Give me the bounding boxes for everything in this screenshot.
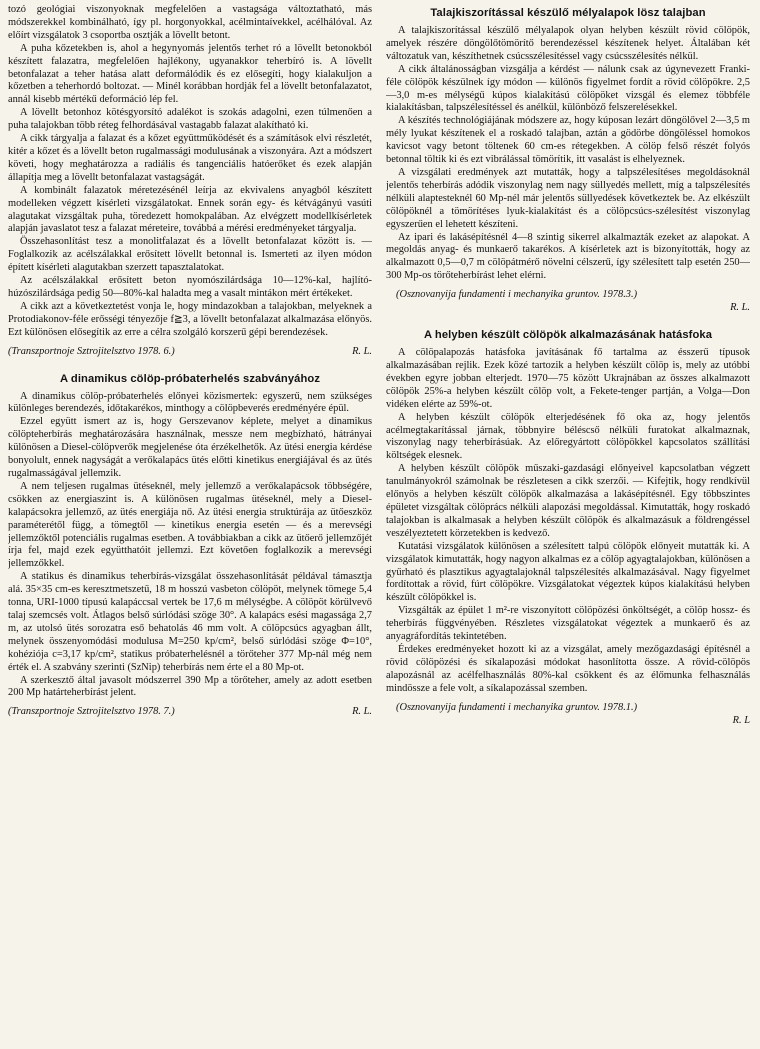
article-paragraph: Az ipari és lakásépítésnél 4—8 szintig sikerrel alkalmazták ezeket az alapokat. A megoldás anyag- és munkaerő takarékos. A kísérletek azt is bizonyították, hogy az alkalmazott 0,5—0,7 m cölöpátmérő növelni célszerű, így szélesített talp esetén 250—300 Mp-os törőteherbírást lehet elérni. xyxy=(386,231,750,282)
article-paragraph: Összehasonlítást tesz a monolitfalazat és a lövellt betonfalazat között is. — Foglalkozik az acélszálakkal erősített lövellt betonnal is. Ismerteti az ilyen módon épített kísérleti alagutakban szerzett tapasztalatokat. xyxy=(8,236,372,274)
source-line xyxy=(8,345,372,358)
source-line xyxy=(386,701,750,727)
article-paragraph: Érdekes eredményeket hozott ki az a vizsgálat, amely mezőgazdasági építésnél a rövid cölöpözési és síkalapozási módokat hasonlította össze. A rövid-cölöpös alapozásnál az acélfelhasználás 80%-kal csökkent és az élőmunka felhasználás mindössze a fele volt, a síkalapozással szemben. xyxy=(386,643,750,694)
source-citation: (Osznovanyija fundamenti i mechanyika gruntov. 1978.1.) xyxy=(396,701,638,713)
source-citation: (Transzportnoje Sztrojitelsztvo 1978. 6.) xyxy=(8,345,175,357)
article-paragraph: A puha kőzetekben is, ahol a hegynyomás jelentős terhet ró a lövellt betonokból készített falazatra, megfelelően hajlékony, ugyanakkor teherbíró is. A lövellt betonfalazat a teher hatása alatt deformálódik és ez elősegíti, hogy kialakuljon a kőzetben a teherhordó boltozat. — Minél korábban hordják fel a lövellt betonfalazatot, annál kisebb mértékű deformáció lép fel. xyxy=(8,42,372,106)
left-column xyxy=(8,4,372,1045)
article-paragraph: A statikus és dinamikus teherbírás-vizsgálat összehasonlítását példával támasztja alá. 35×35 cm-es keresztmetszetű, 18 m hosszú vasbeton cölöpöt, melynek tömege 5,4 tonna, URI-1000 típusú kalapáccsal vertek be 17,6 m mélységbe. A cölöpöt körülvevő talaj szemcsés volt. Átlagos belső súrlódási szöge 30°. A kalapács esési magassága 2,7 m, az utolsó ütés sorozatra eső behatolás 46 mm volt. A cölöpcsúcs agyagban állt, melynek összenyomódási modulusa M=250 kp/cm², belső súrlódási szöge Φ=10°, kohéziója c=3,17 kp/cm², statikus próbaterhelésnél a törőteher 377 Mp-nál még nem érték el. A szabvány szerinti (SzNip) teherbírás nem érte el a 80 Mp-ot. xyxy=(8,571,372,673)
author-initials: R. L. xyxy=(352,706,372,718)
article-paragraph: A helyben készült cölöpök elterjedésének fő oka az, hogy jelentős acélmegtakarítással járnak, többnyire béléscső nélküli furatokat alkalmaznak, viszonylag nagy teherbírásúak. Az előregyártott cölöpökkel kapcsolatos szállítási költségek elesnek. xyxy=(386,411,750,462)
article-paragraph: Vizsgálták az épület 1 m²-re viszonyított cölöpözési önköltségét, a cölöp hossz- és teherbírás függvényében. Részletes vizsgálatokat végeztek a munkaerő és az anyagráfordítás tekintetében. xyxy=(386,605,750,643)
article-loess-foundations xyxy=(386,7,750,314)
article-paragraph: A dinamikus cölöp-próbaterhelés előnyei közismertek: egyszerű, nem szükséges különleges berendezés, időtakarékos, minthogy a cölöpbeverés eredményére épül. xyxy=(8,390,372,415)
article-paragraph: A nem teljesen rugalmas ütéseknél, mely jellemző a verőkalapácsok többségére, csökken az energiaszint is. A különösen rugalmas ütéseknél, mely a Diesel-kalapácsokra jellemző, az ütés energiája nő. Az ütési energia struktúrája az ütőeszköz paraméterétől függ, a tömegtől — kinetikus energia esetén — és a merevségi jellemzőktől potenciális rugalmas esetben. A továbbiakban a cikk az ütőerő jellemzőjét írja fel, majd ezek együtthatóit jellemzi. Ezt követően foglalkozik a merevségi jellemzőkkel. xyxy=(8,480,372,570)
source-line xyxy=(386,288,750,314)
article-paragraph: A vizsgálati eredmények azt mutatták, hogy a talpszélesítéses megoldásoknál jelentős teherbírás adódik viszonylag nem nagy süllyedés mellett, míg a talpszélesítés nélküli alaptesteknél 60 Mp-nél már jelentős süllyedések következtek be. Az elkészült cölöpöknél a tömörítéses lyuk-kialakítást és a cölöpcsúcs-szélesítést viszonylag egyszerűen el lehetett készíteni. xyxy=(386,166,750,230)
article-paragraph: tozó geológiai viszonyoknak megfelelően a vastagsága változtatható, más módszerekkel kombinálható, így pl. horgonyokkal, acélmintaívekkel, acélhálóval. Az előírt vizsgálatok 3 csoportba osztják a lövellt betont. xyxy=(8,4,372,41)
article-paragraph: Kutatási vizsgálatok különösen a szélesített talpú cölöpök előnyeit mutatták ki. A vizsgálatok kimutatták, hogy nagyon alkalmas ez a cölöp agyagtalajokban, különösen a gyűrható és plasztikus agyagtalajoknál talpszélesítés alkalmazásával. Nagy figyelmet fordítottak a rövid, fúrt cölöpökre. Vizsgálatokat végeztek kúpos kialakítású helyben készült cölöpökkel is. xyxy=(386,540,750,604)
article-paragraph: Az acélszálakkal erősített beton nyomószilárdsága 10—12%-kal, hajlító-húzószilárdsága pedig 50—80%-kal haladta meg a vasalt mintákon mért értékeket. xyxy=(8,275,372,299)
article-paragraph: A szerkesztő által javasolt módszerrel 390 Mp a törőteher, amely az adott esetben 200 Mp határteherbírást jelent. xyxy=(8,674,372,699)
article-paragraph: A cikk tárgyalja a falazat és a kőzet együttműködését és a számítások elvi részletét, kitér a kőzet és a lövellt beton rugalmassági modulusának a viszonyára. Azt a módszert követi, hogy meghatározza a radiális és tangenciális hatóerőket és ezek alapján állapítja meg a lövellt betonfalazat vastagságát. xyxy=(8,133,372,183)
article-title: A helyben készült cölöpök alkalmazásának hatásfoka xyxy=(423,329,713,342)
article-paragraph: A kombinált falazatok méretezésénél leírja az ekvivalens anyagból készített modelleken végzett kísérleti vizsgálatokat. Ennek során egy- és kétvágányú vasúti alagutakat vizsgáltak puha, töredezett homokpalában. Az elvégzett modellkísérletek alapján javaslatot tesz a falazat méreteire, továbbá a mérési eredményeket tárgyalja. xyxy=(8,184,372,235)
article-paragraph: A helyben készült cölöpök műszaki-gazdasági előnyeivel kapcsolatban végzett tanulmányokról számolnak be részletesen a cikk szerzői. — Kifejtik, hogy rendkívül előnyös a helyben készült cölöpök alkalmazása a lakásépítésnél. Egy többszintes épületet vizsgáltak cölöprács nélküli alapozási megoldással. Kimutatták, hogy roskadó talajokban is alkalmasak a helyben készült cölöpök és alkalmazásuk a földrengéssel veszélyeztetett körzetekben is kedvező. xyxy=(386,463,750,539)
article-cast-in-place-piles xyxy=(386,329,750,726)
article-paragraph: A készítés technológiájának módszere az, hogy kúposan lezárt döngölővel 2—3,5 m mély lyukat készítenek el a roskadó talajban, aztán a gödörbe döngöléssel homokos kavicsot vagy betont töltenek 60 cm-es rétegekben. A cölöp felső részét folyós betonnal töltik ki és ezt vibrálással tömörítik, itt vasalást is elhelyeznek. xyxy=(386,115,750,166)
source-citation: (Osznovanyija fundamenti i mechanyika gruntov. 1978.3.) xyxy=(396,289,638,301)
article-paragraph: A cölöpalapozás hatásfoka javításának fő tartalma az ésszerű típusok alkalmazásában rejlik. Ezek közé tartozik a helyben készült cölöp is, mely az utóbbi években egyre jobban elterjedt. 1970—75 között Ukrajnában az összes alkalmazott cölöpök 25%-a helyben készült cölöp volt, a Fekete-tenger partján, a Volga—Don vidéken elérte az 59%-ot. xyxy=(386,347,750,410)
source-line xyxy=(8,705,372,718)
continued-article xyxy=(8,4,372,358)
article-title: A dinamikus cölöp-próbaterhelés szabványához xyxy=(59,372,321,385)
article-title: Talajkiszorítással készülő mélyalapok lösz talajban xyxy=(430,7,706,19)
article-paragraph: A lövellt betonhoz kötésgyorsító adalékot is szokás adagolni, ezen túlmenően a puha talajokban több réteg felhordásával vastagabb falazat alakítható ki. xyxy=(8,107,372,132)
article-dynamic-pile-test xyxy=(8,373,372,719)
article-paragraph: A cikk azt a következtetést vonja le, hogy mindazokban a talajokban, melyeknek a Protodiakonov-féle erősségi tényezője f≧3, a lövellt betonfalazat alkalmazása előnyös. Ezt különösen elősegítik az erre a célra szolgáló korszerű gépi berendezések. xyxy=(8,300,372,338)
author-initials: R. L. xyxy=(730,302,750,314)
right-column xyxy=(386,4,750,1045)
article-paragraph: A talajkiszorítással készülő mélyalapok olyan helyben készült rövid cölöpök, amelyek részére döngölőtömörítő berendezéssel készítenek helyet. Általában két változatuk van, készíthetnek csúcsszélesítéssel vagy csúcsszélesítés nélkül. xyxy=(386,25,750,62)
source-citation: (Transzportnoje Sztrojitelsztvo 1978. 7.) xyxy=(8,706,175,718)
author-initials: R. L xyxy=(732,714,750,726)
author-initials: R. L. xyxy=(352,345,372,357)
article-paragraph: A cikk általánosságban vizsgálja a kérdést — nálunk csak az úgynevezett Franki-féle cölöpök készülnek így módon — különös figyelmet fordít a rövid cölöpökre. 2,5—3,0 m-es mélységű kúpos kialakítású cölöpöket vizsgál és elemez többféle kialakításban, talpszélesítéssel és anélkül, különböző felszerelésekkel. xyxy=(386,63,750,114)
article-paragraph: Ezzel együtt ismert az is, hogy Gerszevanov képlete, melyet a dinamikus cölöpteherbírás meghatározására használnak, messze nem megbízható, hátrányai különösen a Diesel-cölöpverők megjelenése óta érzékelhetők. Az ütési energia kérdése bonyolult, ennek nagyságát a verőkalapács ütés előtti kinetikus energiájával és az ütés rugalmasságával jellemzik. xyxy=(8,416,372,479)
